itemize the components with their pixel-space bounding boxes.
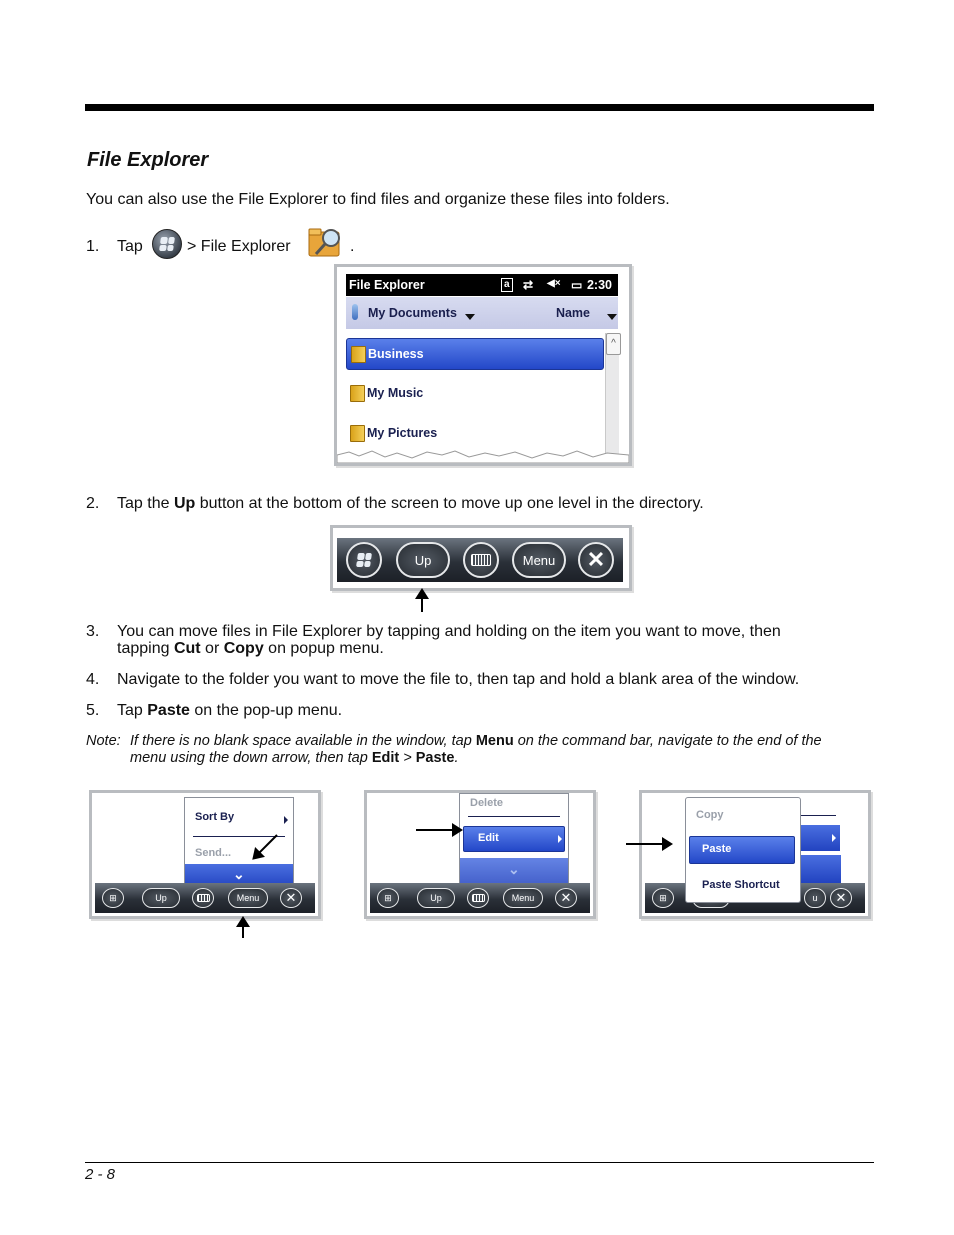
menu-screenshot-1	[89, 790, 321, 919]
popup-menu	[459, 793, 569, 887]
torn-edge	[337, 449, 629, 463]
menu-divider	[193, 836, 285, 837]
paste-arrow-pointer	[626, 843, 670, 845]
step-1-file-explorer: > File Explorer	[187, 238, 291, 255]
folder-row[interactable]	[346, 418, 602, 448]
close-icon: ✕	[560, 890, 572, 905]
close-button[interactable]	[578, 542, 614, 578]
location-dropdown[interactable]: My Documents	[368, 306, 457, 320]
clock: 2:30	[586, 278, 612, 292]
step-5-number: 5.	[86, 702, 100, 719]
step-3-number: 3.	[86, 623, 100, 640]
battery-icon: ▭	[571, 278, 583, 292]
windows-flag-icon: ⊞	[659, 892, 667, 903]
menu-item-sort-by[interactable]: Sort By	[195, 811, 235, 823]
keyboard-button[interactable]	[467, 888, 489, 908]
sort-chevron-down-icon[interactable]	[607, 314, 617, 320]
windows-start-icon	[152, 229, 182, 259]
close-icon: ✕	[586, 547, 606, 572]
menu-button[interactable]: Menu	[512, 542, 566, 578]
chevron-down-icon: ⌄	[508, 861, 520, 877]
location-chevron-down-icon[interactable]	[465, 314, 475, 320]
note-line-1: If there is no blank space available in the window, tap Menu on the command bar, navigate to the end of the	[130, 733, 822, 749]
menu-scroll-down[interactable]	[460, 858, 568, 886]
step-4-number: 4.	[86, 671, 100, 688]
close-button[interactable]	[280, 888, 302, 908]
up-arrow-pointer	[421, 590, 423, 612]
menu-item-edit[interactable]: Edit	[463, 826, 565, 852]
underlying-menu-scroll	[797, 855, 841, 883]
note-line-2: menu using the down arrow, then tap Edit > Paste.	[130, 750, 459, 766]
submenu-arrow-icon	[284, 816, 288, 824]
top-rule	[85, 104, 874, 111]
step-3-line-1: You can move files in File Explorer by tapping and holding on the item you want to move, then	[117, 623, 781, 640]
folder-row[interactable]	[346, 378, 602, 408]
start-button[interactable]	[102, 888, 124, 908]
popup-menu	[184, 797, 294, 889]
input-mode-icon: a	[501, 278, 513, 292]
page-number: 2 - 8	[85, 1166, 116, 1183]
window-title: File Explorer	[349, 278, 425, 292]
device-icon	[352, 304, 358, 320]
menu-item-send[interactable]: Send...	[195, 847, 232, 859]
location-header[interactable]	[346, 297, 618, 329]
title-bar	[346, 274, 618, 296]
menu-screenshot-3	[639, 790, 871, 919]
folder-row[interactable]	[346, 338, 604, 370]
start-button[interactable]	[377, 888, 399, 908]
step-5-text: Tap Paste on the pop-up menu.	[117, 702, 343, 719]
context-menu	[685, 797, 801, 903]
folder-label: Business	[368, 347, 424, 361]
file-explorer-icon	[307, 224, 347, 258]
step-1-number: 1.	[86, 238, 100, 255]
step-1-period: .	[350, 238, 355, 255]
up-button[interactable]: Up	[142, 888, 180, 908]
submenu-arrow-icon	[832, 834, 836, 842]
menu-button[interactable]: Menu	[228, 888, 268, 908]
menu-item-paste-shortcut[interactable]: Paste Shortcut	[702, 879, 780, 891]
footer-rule	[85, 1162, 874, 1163]
keyboard-icon	[472, 894, 485, 902]
intro-paragraph: You can also use the File Explorer to find files and organize these files into folders.	[86, 191, 670, 208]
menu-item-copy[interactable]: Copy	[696, 809, 724, 821]
edit-arrow-pointer	[416, 829, 460, 831]
menu-button-fragment[interactable]: u	[804, 888, 826, 908]
keyboard-icon	[471, 554, 491, 566]
volume-mute-icon: ◀×	[547, 278, 561, 289]
sort-dropdown[interactable]: Name	[555, 306, 590, 320]
keyboard-button[interactable]	[192, 888, 214, 908]
windows-flag-icon: ⊞	[384, 892, 392, 903]
step-2-text: Tap the Up button at the bottom of the screen to move up one level in the directory.	[117, 495, 704, 512]
folder-icon	[350, 425, 365, 442]
submenu-arrow-icon	[558, 835, 562, 843]
menu-item-paste[interactable]: Paste	[689, 836, 795, 864]
step-1-tap: Tap	[117, 238, 143, 255]
folder-label: My Music	[367, 386, 424, 400]
scroll-up-button[interactable]: ^	[606, 333, 621, 355]
up-button[interactable]: Up	[417, 888, 455, 908]
menu-divider	[468, 816, 560, 817]
section-title: File Explorer	[87, 149, 209, 171]
close-icon: ✕	[835, 890, 847, 905]
menu-arrow-pointer	[242, 918, 244, 938]
keyboard-icon	[197, 894, 210, 902]
connectivity-icon: ⇄	[523, 278, 534, 292]
windows-flag-icon: ⊞	[109, 892, 117, 903]
windows-flag-icon	[356, 553, 372, 567]
close-button[interactable]	[555, 888, 577, 908]
start-button[interactable]	[346, 542, 382, 578]
step-3-line-2: tapping Cut or Copy on popup menu.	[117, 640, 384, 657]
menu-button[interactable]: Menu	[503, 888, 543, 908]
menu-item-delete[interactable]: Delete	[470, 797, 504, 809]
folder-icon	[350, 385, 365, 402]
folder-icon	[351, 346, 366, 363]
close-icon: ✕	[285, 890, 297, 905]
step-4-text: Navigate to the folder you want to move the file to, then tap and hold a blank area of the window.	[117, 671, 800, 688]
close-button[interactable]	[830, 888, 852, 908]
step-2-number: 2.	[86, 495, 100, 512]
chevron-down-icon: ⌄	[233, 866, 245, 882]
folder-label: My Pictures	[367, 426, 438, 440]
command-bar-screenshot	[330, 525, 632, 591]
start-button[interactable]	[652, 888, 674, 908]
menu-screenshot-2	[364, 790, 596, 919]
up-button[interactable]: Up	[396, 542, 450, 578]
keyboard-button[interactable]	[463, 542, 499, 578]
file-explorer-screenshot	[334, 264, 632, 466]
scrollbar[interactable]	[605, 333, 619, 463]
note-label: Note:	[86, 733, 121, 749]
